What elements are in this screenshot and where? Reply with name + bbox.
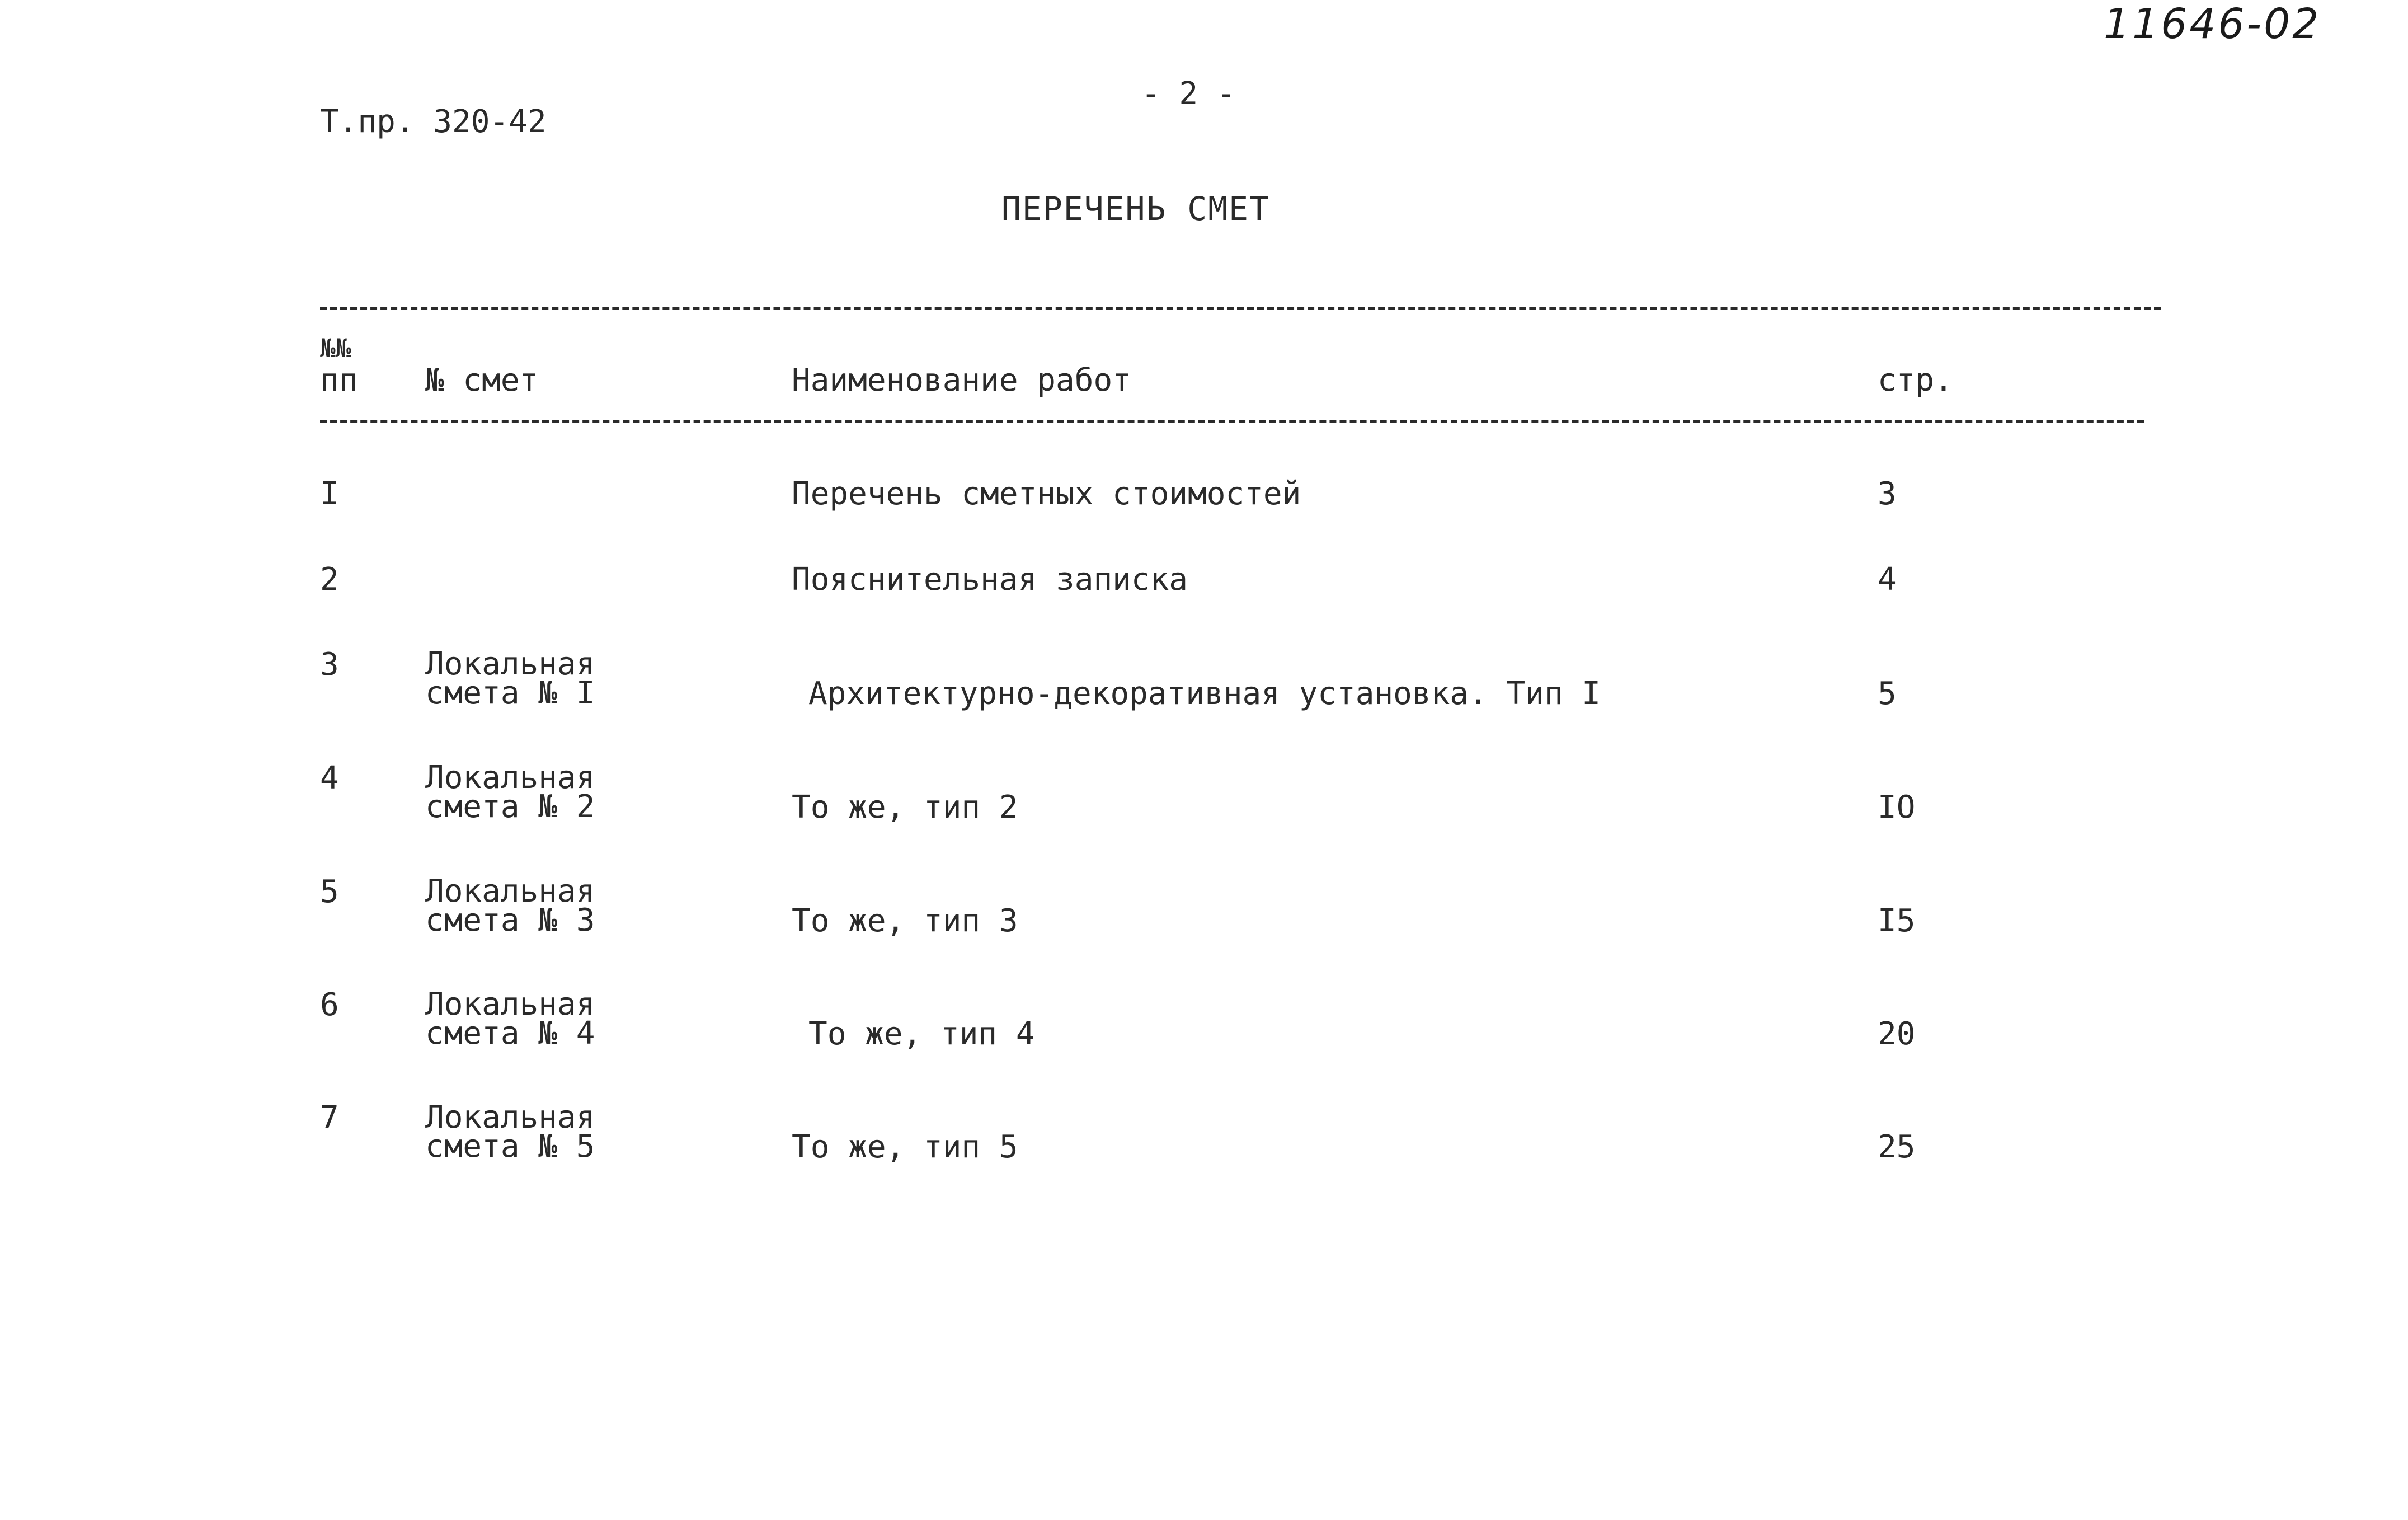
row-5-estimate-line2: смета № 3 bbox=[425, 902, 595, 939]
row-7-page: 25 bbox=[1878, 1129, 1916, 1165]
row-4-name: То же, тип 2 bbox=[792, 789, 1018, 825]
row-5-name: То же, тип 3 bbox=[792, 903, 1018, 939]
document-number: Т.пр. 320-42 bbox=[320, 104, 547, 140]
row-6-estimate-line2: смета № 4 bbox=[425, 1015, 595, 1052]
row-4-num: 4 bbox=[320, 760, 339, 796]
row-5-page: I5 bbox=[1878, 903, 1916, 939]
header-work-name: Наименование работ bbox=[792, 362, 1131, 398]
header-num-line1: №№ bbox=[320, 333, 351, 363]
row-3-num: 3 bbox=[320, 646, 339, 683]
archive-number: 11646-02 bbox=[2104, 0, 2321, 48]
row-2-num: 2 bbox=[320, 561, 339, 598]
row-1-name: Перечень сметных стоимостей bbox=[792, 476, 1301, 512]
row-4-page: IO bbox=[1878, 789, 1916, 825]
row-6-name: То же, тип 4 bbox=[808, 1016, 1035, 1052]
header-estimate: № смет bbox=[425, 362, 539, 398]
row-1-num: I bbox=[320, 476, 339, 512]
row-3-estimate-line2: смета № I bbox=[425, 675, 595, 711]
row-4-estimate-line2: смета № 2 bbox=[425, 789, 595, 825]
table-header-rule bbox=[320, 420, 2144, 423]
row-3-name: Архитектурно-декоративная установка. Тип I bbox=[808, 675, 1601, 712]
row-2-name: Пояснительная записка bbox=[792, 561, 1188, 598]
header-page: стр. bbox=[1878, 362, 1953, 398]
header-num-line2: пп bbox=[320, 362, 358, 398]
row-7-name: То же, тип 5 bbox=[792, 1129, 1018, 1165]
row-6-estimate-line1: Локальная bbox=[425, 986, 595, 1022]
row-5-estimate-line1: Локальная bbox=[425, 873, 595, 909]
table-top-rule bbox=[320, 307, 2161, 310]
row-6-page: 20 bbox=[1878, 1016, 1916, 1052]
row-7-estimate-line1: Локальная bbox=[425, 1099, 595, 1136]
page-title: ПЕРЕЧЕНЬ СМЕТ bbox=[1001, 190, 1270, 228]
row-3-estimate-line1: Локальная bbox=[425, 646, 595, 682]
row-7-num: 7 bbox=[320, 1100, 339, 1136]
row-4-estimate-line1: Локальная bbox=[425, 759, 595, 796]
row-1-page: 3 bbox=[1878, 476, 1897, 512]
row-2-page: 4 bbox=[1878, 561, 1897, 598]
row-7-estimate-line2: смета № 5 bbox=[425, 1128, 595, 1165]
page-number: - 2 - bbox=[1141, 76, 1236, 112]
row-3-page: 5 bbox=[1878, 675, 1897, 712]
row-5-num: 5 bbox=[320, 874, 339, 910]
row-6-num: 6 bbox=[320, 987, 339, 1023]
